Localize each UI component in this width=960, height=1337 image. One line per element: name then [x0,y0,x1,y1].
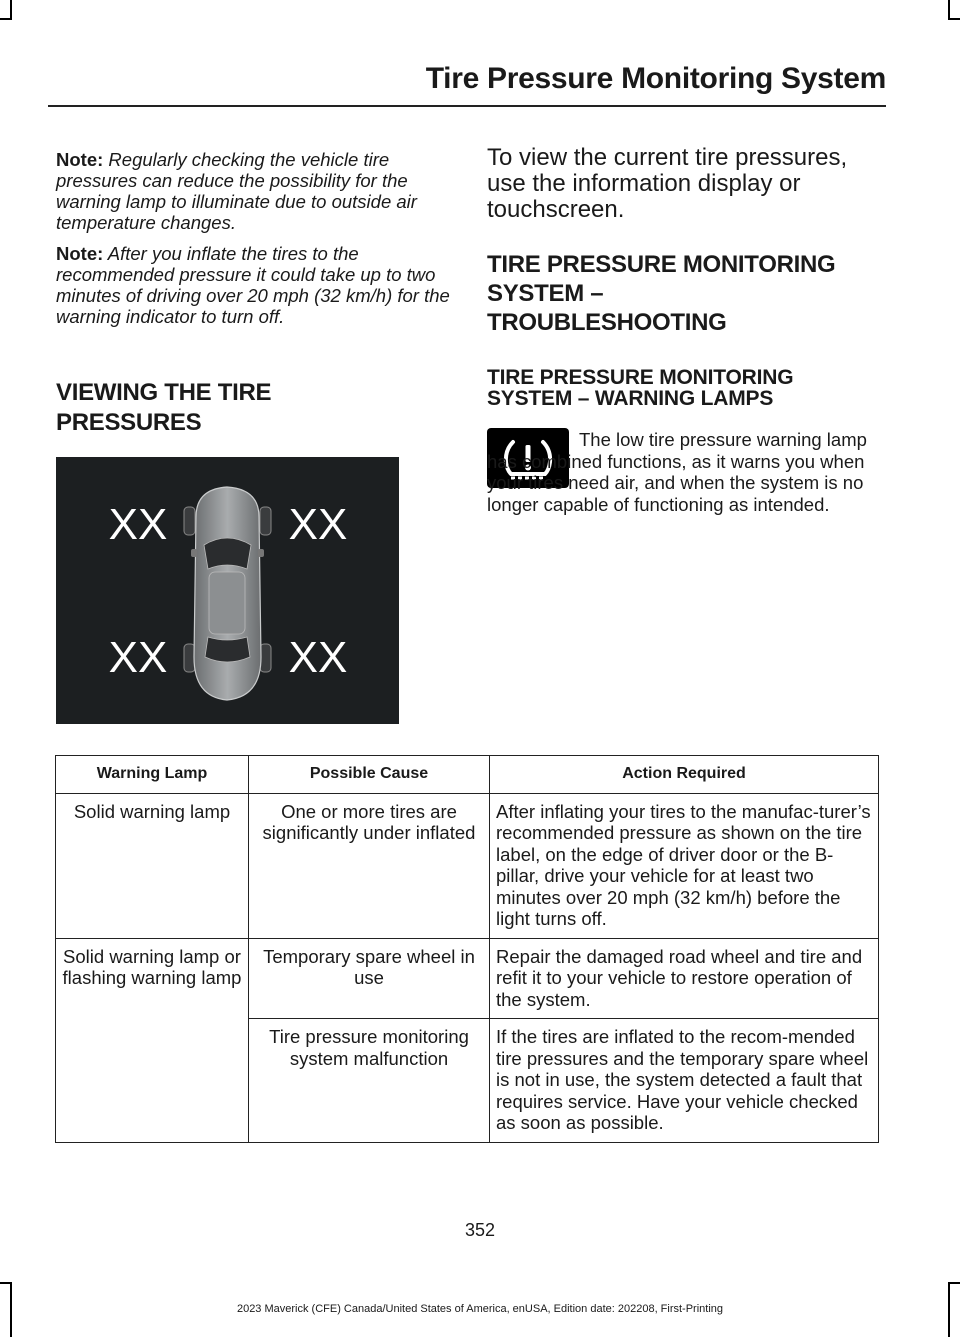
crop-mark [948,18,960,20]
heading-line: PRESSURES [56,409,202,436]
action-required-cell: Repair the damaged road wheel and tire and refit it to your vehicle to restore operation of the system. [490,938,879,1019]
subsection-heading-warning-lamps [487,367,793,409]
wheel-rear-right [260,644,271,672]
column-header: Action Required [490,756,879,794]
wheel-front-left [184,507,195,535]
heading-line: TROUBLESHOOTING [487,309,727,336]
note-2 [56,243,456,327]
crop-mark [948,1282,960,1284]
warning-lamp-cell: Solid warning lamp or flashing warning lamp [56,938,249,1142]
table-row [56,938,879,1019]
heading-line: TIRE PRESSURE MONITORING [487,366,794,389]
crop-mark [0,18,12,20]
table-header-row [56,756,879,794]
possible-cause-cell: Temporary spare wheel in use [249,938,490,1019]
header-divider [48,105,886,107]
section-heading-viewing [56,378,271,438]
possible-cause-cell: One or more tires are significantly under inflated [249,793,490,938]
heading-line: SYSTEM – [487,280,604,307]
car-windshield [204,538,251,569]
crop-mark [0,1282,12,1284]
crop-mark [10,0,12,20]
page-number: 352 [464,1220,496,1240]
wheel-rear-left [184,644,195,672]
note-1 [56,149,456,233]
tire-pressure-label-front-left: XX [108,500,168,549]
warning-lamp-table [55,755,879,1143]
column-header: Possible Cause [249,756,490,794]
tire-pressure-label-front-right: XX [288,500,348,549]
table-row [56,793,879,938]
car-roof [209,572,245,634]
wheel-front-right [260,507,271,535]
tire-pressure-label-rear-right: XX [288,633,348,682]
possible-cause-cell: Tire pressure monitoring system malfunction [249,1019,490,1143]
note-label: Note: [56,243,104,264]
note-text: After you inflate the tires to the recommended pressure it could take up to two minutes of driving over 20 mph (32 km/h) for the warning indicator to turn off. [56,243,450,327]
warning-lamp-cell: Solid warning lamp [56,793,249,938]
heading-line: TIRE PRESSURE MONITORING [487,251,836,278]
note-text: Regularly checking the vehicle tire pressures can reduce the possibility for the warning lamp to illuminate due to outside air temperature changes. [56,149,417,233]
crop-mark [948,0,950,20]
note-label: Note: [56,149,104,170]
tire-pressure-display-image [56,457,399,724]
heading-line: VIEWING THE TIRE [56,379,272,406]
action-required-cell: After inflating your tires to the manufac-turer’s recommended pressure as shown on the tire label, on the edge of driver door or the B-pillar, drive your vehicle for at least two minutes over 20 mph (32 km/h) before the light turns off. [490,793,879,938]
car-rear-window [205,637,250,662]
column-header: Warning Lamp [56,756,249,794]
warning-lamp-description: The low tire pressure warning lamp has combined functions, as it warns you when your tires need air, and when the system is no longer capable of functioning as intended. [487,429,867,515]
action-required-cell: If the tires are inflated to the recom-mended tire pressures and the temporary spare wheel is not in use, the system detected a fault that requires service. Have your vehicle checked as soon as possible. [490,1019,879,1143]
page-title: Tire Pressure Monitoring System [425,62,886,95]
section-heading-troubleshooting [487,250,835,337]
viewing-text: To view the current tire pressures, use the information display or touchscreen. [487,144,848,223]
page-footer: 2023 Maverick (CFE) Canada/United States of America, enUSA, Edition date: 202208, First-Printing [236,1303,724,1315]
tire-pressure-label-rear-left: XX [108,633,168,682]
heading-line: SYSTEM – WARNING LAMPS [487,387,774,410]
